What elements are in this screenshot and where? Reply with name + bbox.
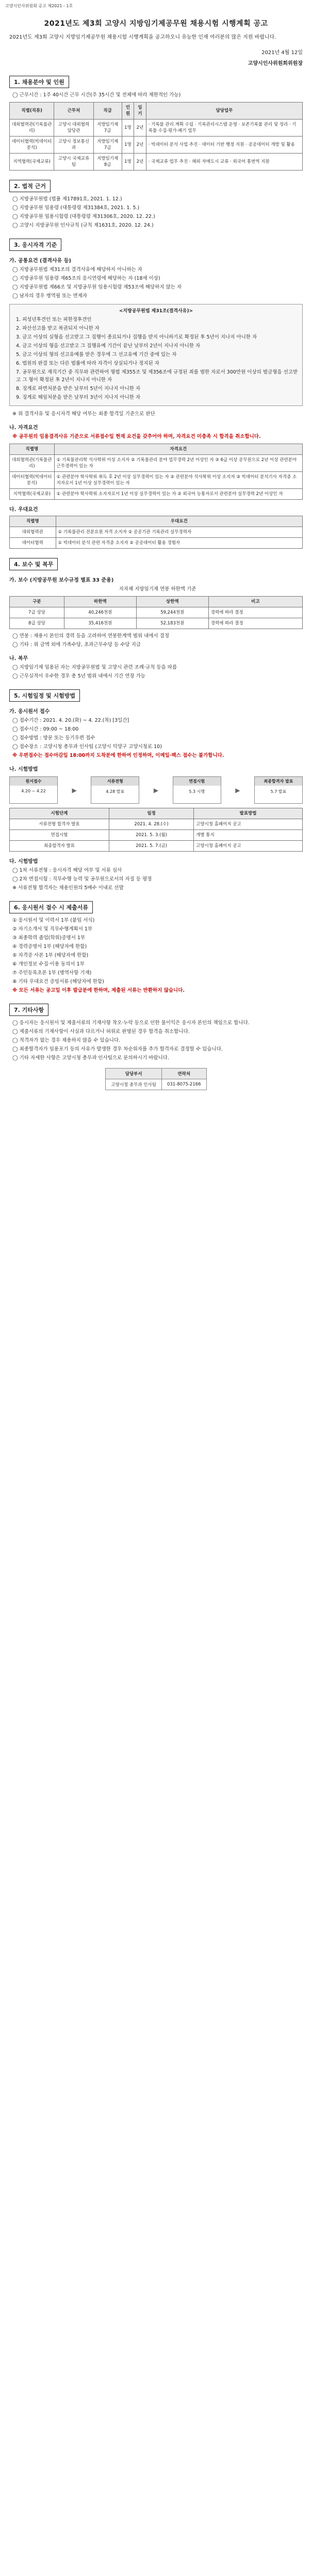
table-row [106,1079,206,1090]
schedule-table [9,808,303,852]
list-line: 2. 파산선고를 받고 복권되지 아니한 자 [16,326,100,331]
table-header-cell: 비고 [208,597,302,607]
list-line: ◯ 지방공무원 임용령 제65조의 응시연령에 해당하는 자 (18세 이상) [12,276,160,281]
list-line: ◯ 근무실적이 우수한 경우 총 5년 범위 내에서 기간 연장 가능 [12,673,145,679]
table-cell: 지방임기제 8급 [93,154,122,171]
arrow-icon: ▶ [72,786,77,794]
list-line: ③ 최종학력 졸업(학위)증명서 1부 [12,935,86,941]
table-header-cell: 연락처 [161,1069,206,1079]
list-line: ◯ 최종합격자가 임용포기 등의 사유가 발생한 경우 차순위자를 추가 합격자로 결정할 수 있습니다. [12,1046,223,1052]
table-cell: 1명 [122,154,134,171]
table-cell: 35,416천원 [64,618,136,629]
document-title: 2021년도 제3회 고양시 지방임기제공무원 채용시험 시행계획 공고 [44,20,268,28]
table-cell: 1명 [122,137,134,154]
list-line: ◯ 2차 면접시험 : 직무수행 능력 및 공무원으로서의 자질 등 평정 [12,876,152,882]
table-cell: 지방임기제 7급 [93,137,122,154]
list-line: ◯ 제출서류의 기재사항이 사실과 다르거나 허위로 판명된 경우 합격을 취소합니다. [12,1029,190,1035]
section-4-sub1: 가. 보수 (지방공무원 보수규정 별표 33 준용) [9,578,114,583]
section-5-warning: ※ 우편접수는 접수마감일 18:00까지 도착분에 한하여 인정하며, 이메일·팩스 접수는 불가합니다. [12,753,224,758]
table-cell: 59,244천원 [136,607,208,618]
table-header-cell: 구분 [10,597,64,607]
timeline-step-date: 5.7 발표 [270,789,287,794]
section-5-title: 5. 시험일정 및 시험방법 [9,689,80,702]
table-cell: 데이터협력 [10,538,56,549]
table-cell: 52,183천원 [136,618,208,629]
table-header-cell: 발표방법 [194,808,303,819]
intro-text: 2021년도 제3회 고양시 지방임기제공무원 채용시험 시행계획을 공고하오니 유능한 인재 여러분의 많은 지원 바랍니다. [9,35,276,40]
list-line: ◯ 지방공무원법 제66조 및 지방공무원 임용시험령 제53조에 해당하지 않는 자 [12,284,182,290]
table-cell: 2021. 5. 3.(월) [109,830,193,841]
table-row [10,472,303,489]
list-line: ◯ 지방공무원법 (법률 제17891호, 2021. 1. 12.) [12,196,122,202]
section-3-title: 3. 응시자격 기준 [9,239,61,251]
section-3-sub2: 나. 자격요건 [9,425,38,431]
timeline-step [254,776,303,804]
table-cell: 7급 상당 [10,607,64,618]
table-cell: 면접시험 [10,830,109,841]
table-row [10,538,303,549]
table-row [10,137,303,154]
table-cell: 대외협력관(기록물관리) [10,455,55,472]
section-3-sub1: 가. 공통요건 (결격사유 등) [9,258,71,264]
table-row [10,455,303,472]
timeline-step-title: 최종합격자 발표 [255,777,302,786]
list-line: ◯ 남자의 경우 병역필 또는 면제자 [12,293,88,299]
table-cell: 지역협력(국제교류) [10,489,55,500]
table-cell: 고양시청 홈페이지 공고 [194,841,303,852]
list-line: 4. 금고 이상의 형을 선고받고 그 집행유예 기간이 끝난 날부터 2년이 지나지 아니한 자 [16,343,201,349]
list-line: ◯ 적격자가 없는 경우 채용하지 않을 수 있습니다. [12,1038,121,1043]
section-5-sub3: 다. 시험방법 [9,859,38,865]
table-cell: 8급 상당 [10,618,64,629]
table-cell: 2021. 5. 7.(금) [109,841,193,852]
preference-table [9,516,303,549]
table-cell: 고양시 정보통신과 [54,137,93,154]
requirements-table [9,444,303,500]
timeline-step [91,776,139,804]
section-3-warning: ※ 공무원의 임용결격사유 기준으로 서류접수일 현재 요건을 갖추어야 하며, 자격요건 미충족 시 합격을 취소합니다. [12,434,261,439]
table-cell: 최종합격자 발표 [10,841,109,852]
table-cell: 고양시 대외협력담당관 [54,120,93,137]
pay-table [9,596,303,629]
table-cell: · 기록물 관리 계획 수립 · 기록관리시스템 운영 · 보존기록물 관리 및 정리 · 기록물 수집·평가·폐기 업무 [146,120,302,137]
table-row [10,830,303,841]
table-cell: 고양시 국제교류팀 [54,154,93,171]
list-line: ◯ 기타 자세한 사항은 고양시청 총무과 인사팀으로 문의하시기 바랍니다. [12,1055,169,1061]
section-1-title: 1. 채용분야 및 인원 [9,76,69,88]
table-cell: 2년 [134,120,146,137]
disqualification-box-title: <지방공무원법 제31조(결격사유)> [119,309,193,314]
timeline-step-date: 4.28 발표 [106,789,125,794]
table-header-cell: 직렬명 [10,516,56,527]
list-line: ◯ 지방공무원 임용령 (대통령령 제31384호, 2021. 1. 5.) [12,205,140,211]
section-3-note: ※ 위 결격사유 및 응시자격 해당 여부는 최종 합격일 기준으로 판단 [12,411,155,417]
table-cell: ① 관련분야 학사학위 소지자로서 1년 이상 실무경력이 있는 자 ② 외국어 능통자로서 관련분야 실무경력 2년 이상인 자 [54,489,302,500]
section-4-title: 4. 보수 및 복무 [9,558,58,570]
section-2-title: 2. 법적 근거 [9,180,51,192]
timeline-step-date: 5.3 시행 [189,789,205,794]
table-cell: ① 기록물관리학 석사학위 이상 소지자 ② 기록물관리 분야 업무경력 2년 이상인 자 ③ 6급 이상 공무원으로 2년 이상 관련분야 근무경력이 있는 자 [54,455,302,472]
section-1-note: ◯ 근무시간 : 1주 40시간 근무 시간(주 35시간 및 전체에 따라 제한적인 가능) [12,92,181,98]
table-cell: 대외협력관 [10,527,56,538]
list-line: ⑤ 자격증 사본 1부 (해당자에 한함) [12,953,89,958]
timeline-step-date: 4.20 ~ 4.22 [21,789,46,793]
list-line: ① 응시원서 및 이력서 1부 (붙임 서식) [12,918,95,923]
table-row [10,841,303,852]
table-row [10,607,303,618]
section-6 [9,901,303,994]
table-cell: 개별 통지 [194,830,303,841]
timeline-step-title: 원서접수 [10,777,57,786]
table-cell: · 빅데이터 분석 사업 추진 · 데이터 기반 행정 지원 · 공공데이터 개방 및 활용 [146,137,302,154]
table-cell: 고양시청 총무과 인사팀 [106,1079,162,1090]
table-header-cell: 일정 [109,808,193,819]
document-body [0,18,312,1090]
contact-table [105,1068,206,1090]
section-1 [9,76,303,171]
section-4 [9,558,303,680]
section-6-warning: ※ 모든 서류는 공고일 이후 발급분에 한하며, 제출된 서류는 반환하지 않습니다. [12,988,185,993]
list-line: 8. 징계로 파면처분을 받은 날부터 5년이 지나지 아니한 자 [16,386,141,392]
list-line: 3. 금고 이상의 실형을 선고받고 그 집행이 종료되거나 집행을 받지 아니하기로 확정된 후 5년이 지나지 아니한 자 [16,334,257,340]
table-header-cell: 담당업무 [146,103,302,120]
list-line: 9. 징계로 해임처분을 받은 날부터 3년이 지나지 아니한 자 [16,395,141,400]
section-6-title: 6. 응시원서 접수 시 제출서류 [9,901,93,913]
table-cell: ① 관련분야 학사학위 취득 후 2년 이상 실무경력이 있는 자 ② 관련분야 석사학위 이상 소지자 ③ 빅데이터 분석기사 자격증 소지자로서 1년 이상 실무경력이 있는 자 [54,472,302,489]
list-line: 7. 공무원으로 재직기간 중 직무와 관련하여 형법 제355조 및 제356조에 규정된 죄를 범한 자로서 300만원 이상의 벌금형을 선고받고 그 형이 확정된 후 2년이 지나지 아니한 자 [16,369,298,383]
section-7 [9,1004,303,1090]
table-header-cell: 하한액 [64,597,136,607]
table-header-cell: 임기 [134,103,146,120]
table-cell: 데이터협력(빅데이터분석) [10,137,54,154]
timeline-step [9,776,58,804]
table-cell: 지방임기제 7급 [93,120,122,137]
list-line: ◯ 접수시간 : 09:00 ~ 18:00 [12,726,79,732]
list-line: ◯ 접수기간 : 2021. 4. 20.(화) ~ 4. 22.(목) [3일간] [12,718,129,723]
list-line: ◯ 지방임기제 임용된 자는 지방공무원법 및 고양시 관련 조례·규칙 등을 따름 [12,665,177,670]
list-line: 1. 피성년후견인 또는 피한정후견인 [16,317,92,323]
table-header-cell: 직렬(직류) [10,103,54,120]
section-2 [9,180,303,229]
section-5-sub1: 가. 응시원서 접수 [9,709,50,715]
table-header-cell: 담당부서 [106,1069,162,1079]
table-header-cell: 근무처 [54,103,93,120]
table-header-cell: 상한액 [136,597,208,607]
list-line: ④ 경력증명서 1부 (해당자에 한함) [12,944,87,950]
table-cell: 2021. 4. 28.(수) [109,819,193,830]
list-line: ◯ 지방공무원법 제31조의 결격사유에 해당하지 아니하는 자 [12,267,142,273]
section-5 [9,689,303,892]
table-cell: 경력에 따라 결정 [208,618,302,629]
table-cell: 데이터협력(빅데이터분석) [10,472,55,489]
pay-note: 지자체 지방임기제 연봉 하한액 기준 [119,586,196,592]
list-line: ◯ 고양시 지방공무원 인사규칙 (규칙 제1631호, 2020. 12. 24.) [12,223,154,228]
table-row [10,527,303,538]
table-cell: ① 빅데이터 분석 관련 자격증 소지자 ② 공공데이터 활용 경험자 [56,538,302,549]
section-3 [9,239,303,549]
table-cell: 지역협력(국제교류) [10,154,54,171]
section-4-sub2: 나. 복무 [9,656,28,662]
list-line: ◯ 접수장소 : 고양시청 총무과 인사팀 (고양시 덕양구 고양시청로 10) [12,744,162,750]
notice-date: 2021년 4월 12일 [261,50,303,56]
table-cell: 031-8075-2166 [161,1079,206,1090]
issuer: 고양시인사위원회위원장 [248,61,303,66]
list-line: ◯ 접수방법 : 방문 또는 등기우편 접수 [12,735,95,741]
list-line: ◯ 응시자는 응시원서 및 제출서류의 기재사항 착오·누락 등으로 인한 불이익은 응시자 본인의 책임으로 합니다. [12,1020,250,1026]
schedule-timeline [9,776,303,804]
arrow-icon: ▶ [153,786,159,794]
table-row [10,819,303,830]
table-header-cell: 직렬명 [10,444,55,455]
table-cell: 경력에 따라 결정 [208,607,302,618]
table-cell: 1명 [122,120,134,137]
list-line: ※ 서류전형 합격자는 채용인원의 5배수 이내로 선발 [12,885,124,891]
section-7-title: 7. 기타사항 [9,1004,48,1016]
table-header-cell: 우대요건 [56,516,302,527]
list-line: ⑧ 기타 우대요건 증빙서류 (해당자에 한함) [12,979,104,985]
table-header-cell: 자격요건 [54,444,302,455]
table-cell: 서류전형 합격자 발표 [10,819,109,830]
table-row [10,618,303,629]
list-line: ⑥ 개인정보 수집·이용 동의서 1부 [12,961,85,967]
table-header-cell: 시험단계 [10,808,109,819]
list-line: ◯ 지방공무원 임용시험령 (대통령령 제31306호, 2020. 12. 22.) [12,214,155,219]
disqualification-box [9,304,303,406]
table-cell: · 국제교류 업무 추진 · 해외 자매도시 교류 · 외국어 통번역 지원 [146,154,302,171]
list-line: 5. 금고 이상의 형의 선고유예를 받은 경우에 그 선고유예 기간 중에 있는 자 [16,352,177,358]
table-cell: 2년 [134,137,146,154]
table-header-cell: 인원 [122,103,134,120]
timeline-step-title: 서류전형 [91,777,139,786]
arrow-icon: ▶ [235,786,240,794]
list-line: ◯ 1차 서류전형 : 응시자격 해당 여부 및 서류 심사 [12,868,122,873]
timeline-step-title: 면접시험 [173,777,221,786]
table-header-cell: 직급 [93,103,122,120]
table-cell: 고양시청 홈페이지 공고 [194,819,303,830]
list-line: ◯ 기타 : 위 금액 외에 가족수당, 초과근무수당 등 수당 지급 [12,642,141,648]
list-line: ② 자기소개서 및 직무수행계획서 1부 [12,926,93,932]
header-note: 고양시인사위원회 공고 제2021 - 1호 [5,4,73,8]
timeline-step [173,776,221,804]
table-cell: 2년 [134,154,146,171]
table-cell: 40,246천원 [64,607,136,618]
table-cell: 대외협력관(기록물관리) [10,120,54,137]
list-line: ⑦ 주민등록초본 1부 (병역사항 기재) [12,970,92,976]
table-cell: ① 기록물관리 전문요원 자격 소지자 ② 공공기관 기록관리 실무경력자 [56,527,302,538]
positions-table [9,102,303,171]
section-3-sub3: 다. 우대요건 [9,507,38,513]
table-row [10,154,303,171]
list-line: 6. 법원의 판결 또는 다른 법률에 따라 자격이 상실되거나 정지된 자 [16,361,159,366]
table-row [10,120,303,137]
list-line: ◯ 연봉 : 채용시 본인의 경력 등을 고려하여 연봉한계액 범위 내에서 결정 [12,633,170,639]
table-row [10,489,303,500]
section-5-sub2: 나. 시험방법 [9,767,38,772]
